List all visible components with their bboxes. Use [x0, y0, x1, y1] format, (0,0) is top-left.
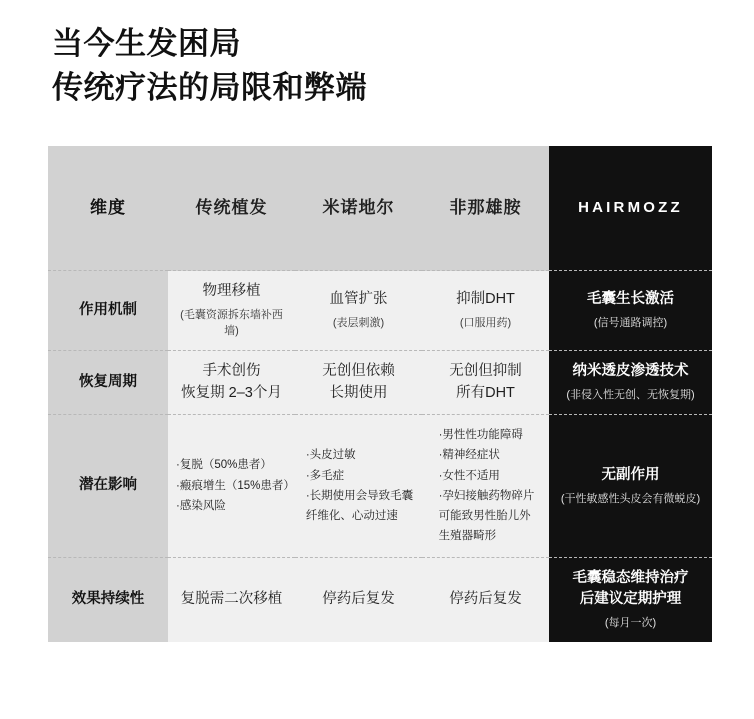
- comparison-table: [48, 146, 712, 642]
- cell-sub-text: (毛囊资源拆东墙补西墙): [180, 308, 283, 338]
- cell-recovery-finasteride: [422, 350, 549, 415]
- cell-side-effects-brand: [549, 415, 712, 557]
- bullet-item: 可能致男性胎儿外: [438, 509, 531, 522]
- bullet-item: 生殖器畸形: [438, 529, 497, 542]
- cell-side-effects-minoxidil: [295, 415, 422, 557]
- bullet-item: ·长期使用会导致毛囊: [305, 489, 414, 502]
- cell-sub-text: (干性敏感性头皮会有微蜕皮): [560, 492, 701, 505]
- cell-mechanism-minoxidil: [295, 271, 422, 351]
- table-row: [48, 557, 712, 642]
- cell-durability-minoxidil: 停药后复发: [295, 557, 422, 642]
- cell-recovery-brand: [549, 350, 712, 415]
- cell-main-text: 纳米透皮渗透技术: [572, 363, 689, 380]
- cell-recovery-transplant: [168, 350, 295, 415]
- cell-durability-brand: [549, 557, 712, 642]
- cell-main-text: 抑制DHT: [456, 291, 515, 308]
- bullet-item: ·孕妇接触药物碎片: [438, 489, 535, 502]
- cell-sub-text: (信号通路调控): [593, 317, 668, 329]
- cell-mechanism-finasteride: [422, 271, 549, 351]
- cell-sub-text: (口服用药): [459, 317, 512, 329]
- row-label-side-effects: 潜在影响: [48, 415, 168, 557]
- bullet-item: ·女性不适用: [438, 469, 500, 482]
- cell-mechanism-brand: [549, 271, 712, 351]
- cell-main-text: 血管扩张: [329, 291, 388, 308]
- cell-durability-transplant: 复脱需二次移植: [168, 557, 295, 642]
- cell-sub-text: (非侵入性无创、无恢复期): [566, 389, 695, 402]
- cell-recovery-minoxidil: [295, 350, 422, 415]
- cell-line-1: 无创但依赖: [322, 362, 395, 379]
- page-title: [52, 22, 367, 110]
- cell-main-text: 无副作用: [601, 466, 660, 483]
- cell-mechanism-transplant: [168, 271, 295, 351]
- table-row: [48, 415, 712, 557]
- header-cell-dimension: 维度: [48, 146, 168, 271]
- header-cell-finasteride: 非那雄胺: [422, 146, 549, 271]
- cell-line-2: 长期使用: [329, 384, 388, 401]
- cell-side-effects-finasteride: [422, 415, 549, 557]
- header-cell-brand-logo: HAIRMOZZ: [549, 146, 712, 271]
- row-label-recovery: 恢复周期: [48, 350, 168, 415]
- table-header-row: [48, 146, 712, 271]
- table-row: [48, 350, 712, 415]
- bullet-item: ·多毛症: [305, 469, 345, 482]
- page-title-line-2: 传统疗法的局限和弊端: [52, 70, 367, 106]
- cell-line-2: 后建议定期护理: [579, 591, 682, 608]
- bullet-list: [174, 455, 295, 515]
- bullet-item: ·头皮过敏: [305, 449, 356, 462]
- header-cell-minoxidil: 米诺地尔: [295, 146, 422, 271]
- cell-sub-text: (表层刺激): [332, 317, 385, 329]
- bullet-item: 纤维化、心动过速: [305, 509, 398, 522]
- cell-line-1: 手术创伤: [202, 362, 261, 379]
- cell-sub-text: (每月一次): [604, 617, 657, 630]
- table-row: [48, 271, 712, 351]
- cell-line-2: 所有DHT: [456, 384, 515, 401]
- row-label-durability: 效果持续性: [48, 557, 168, 642]
- header-cell-transplant: 传统植发: [168, 146, 295, 271]
- page-title-line-1: 当今生发困局: [52, 26, 241, 61]
- cell-line-2: 恢复期 2–3个月: [181, 384, 282, 401]
- bullet-item: ·精神经症状: [438, 449, 500, 462]
- bullet-list: [437, 425, 535, 546]
- cell-side-effects-transplant: [168, 415, 295, 557]
- bullet-list: [304, 445, 413, 526]
- bullet-item: ·男性性功能障碍: [438, 429, 523, 442]
- bullet-item: ·感染风险: [176, 499, 226, 512]
- bullet-item: ·瘢痕增生（15%患者）: [176, 479, 295, 492]
- bullet-item: ·复脱（50%患者）: [176, 459, 272, 472]
- cell-main-text: 毛囊生长激活: [587, 291, 674, 308]
- cell-durability-finasteride: 停药后复发: [422, 557, 549, 642]
- comparison-table-wrapper: [48, 146, 712, 642]
- cell-line-1: 毛囊稳态维持治疗: [572, 569, 689, 586]
- row-label-mechanism: 作用机制: [48, 271, 168, 351]
- cell-line-1: 无创但抑制: [449, 362, 522, 379]
- cell-main-text: 物理移植: [202, 283, 261, 299]
